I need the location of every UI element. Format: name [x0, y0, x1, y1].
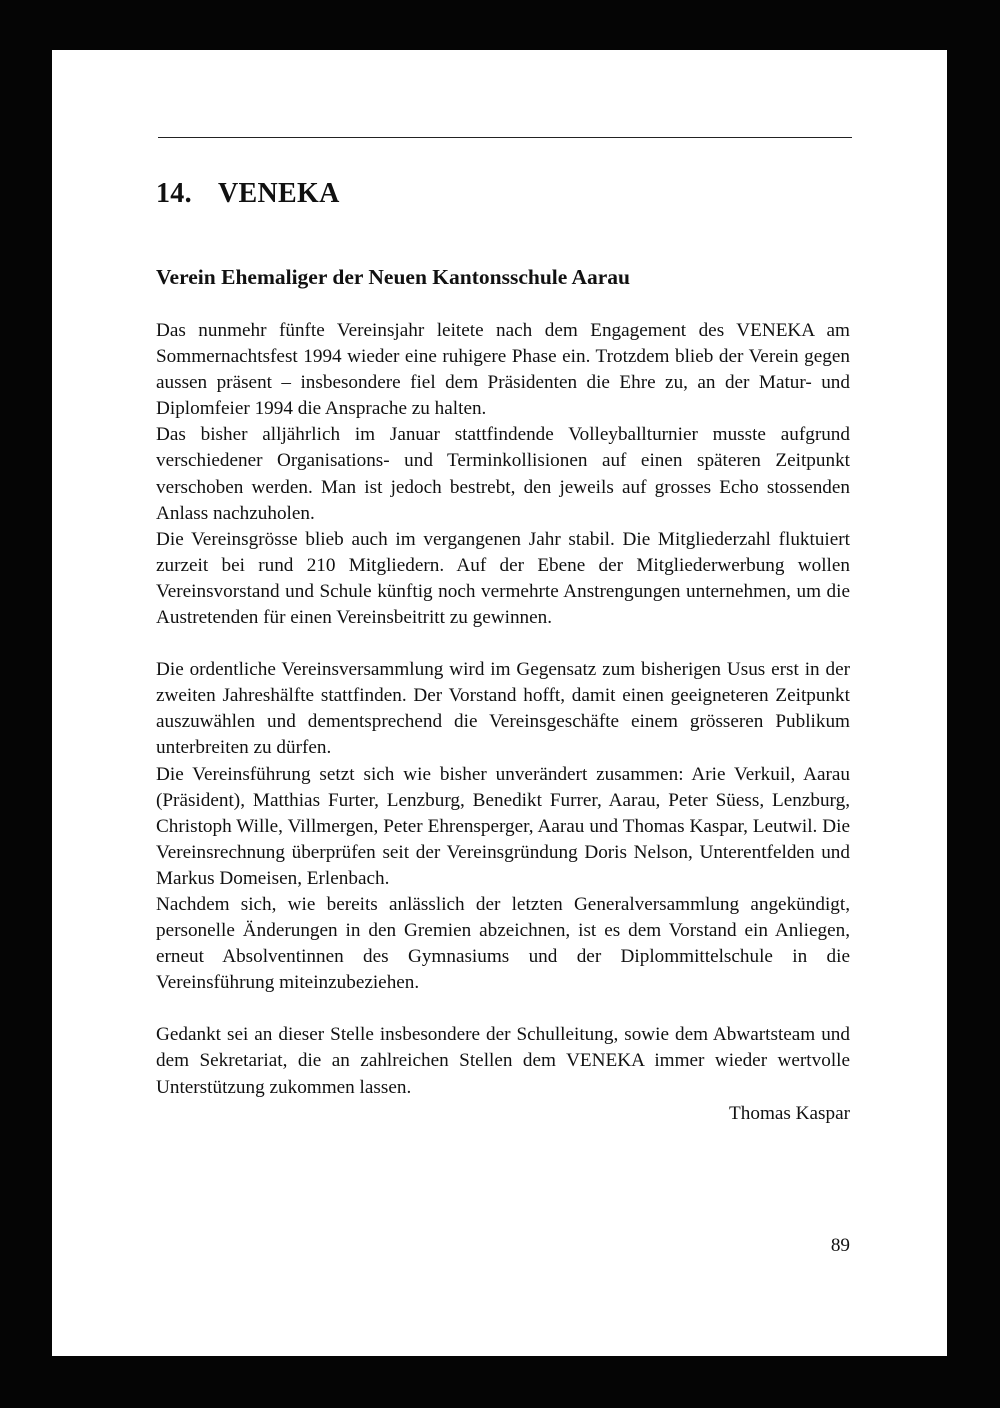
paragraph-1: Das nunmehr fünfte Vereinsjahr leitete nach dem Engagement des VENEKA am Sommernachtsfest 1994 wieder eine ruhigere Phase ein. Trotzdem blieb der Verein gegen aussen präsent – insbesondere fiel dem Präsidenten die Ehre zu, an der Matur- und Diplomfeier 1994 die Ansprache zu halten. [156, 320, 850, 420]
author-signature: Thomas Kaspar [729, 1102, 850, 1124]
paragraph-4: Die ordentliche Vereinsversammlung wird im Gegensatz zum bisherigen Usus erst in der zweiten Jahreshälfte stattfinden. Der Vorstand hofft, damit einen geeigneteren Zeitpunkt auszuwählen und dementsprechend die Vereinsgeschäfte einem grösseren Publikum unterbreiten zu dürfen. [156, 659, 850, 759]
header-rule [158, 137, 852, 138]
document-page [52, 50, 947, 1356]
section-subtitle: Verein Ehemaliger der Neuen Kantonsschule Aarau [156, 265, 631, 289]
paragraph-3: Die Vereinsgrösse blieb auch im vergangenen Jahr stabil. Die Mitgliederzahl fluktuiert zurzeit bei rund 210 Mitgliedern. Auf der Ebene der Mitgliederwerbung wollen Vereinsvorstand und Schule künftig noch vermehrte Anstrengungen unternehmen, um die Austretenden für einen Vereinsbeitritt zu gewinnen. [156, 528, 850, 629]
paragraph-6: Nachdem sich, wie bereits anlässlich der letzten Generalversammlung angekündigt, personelle Änderungen in den Gremien abzeichnen, ist es dem Vorstand ein Anliegen, erneut Absolventinnen des Gymnasiums und der Diplommittelschule in die Vereinsführung miteinzubeziehen. [156, 893, 850, 994]
paragraph-2: Das bisher alljährlich im Januar stattfindende Volleyballturnier musste aufgrund verschiedener Organisations- und Terminkollisionen auf einen späteren Zeitpunkt verschoben werden. Man ist jedoch bestrebt, den jeweils auf grosses Echo stossenden Anlass nachzuholen. [156, 424, 850, 524]
paragraph-5: Die Vereinsführung setzt sich wie bisher unverändert zusammen: Arie Verkuil, Aarau (Präsident), Matthias Furter, Lenzburg, Benedikt Furrer, Aarau, Peter Süess, Lenzburg, Christoph Wille, Villmergen, Peter Ehrensperger, Aarau und Thomas Kaspar, Leutwil. Die Vereinsrechnung überprüfen seit der Vereinsgründung Doris Nelson, Unterentfelden und Markus Domeisen, Erlenbach. [156, 763, 850, 889]
chapter-number: 14. [156, 178, 192, 209]
body-text [156, 318, 850, 1127]
chapter-name: VENEKA [218, 178, 340, 209]
chapter-title [156, 178, 340, 210]
paragraph-7: Gedankt sei an dieser Stelle insbesondere der Schulleitung, sowie dem Abwartsteam und dem Sekretariat, die an zahlreichen Stellen dem VENEKA immer wieder wertvolle Unterstützung zukommen lassen. [156, 1024, 850, 1098]
page-number: 89 [830, 1235, 850, 1256]
